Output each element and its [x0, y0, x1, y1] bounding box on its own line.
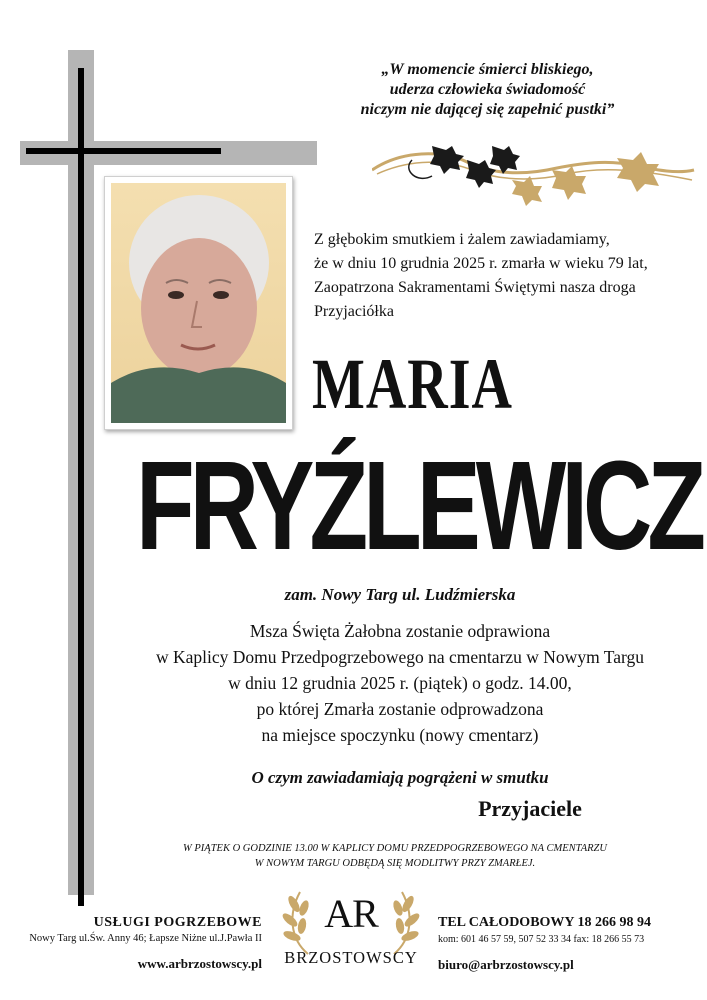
vine-ornament: [372, 140, 697, 210]
logo-mark: AR: [324, 891, 378, 936]
phone-title: TEL CAŁODOBOWY 18 266 98 94: [438, 915, 652, 930]
intro-line: Zaopatrzona Sakramentami Świętymi nasza droga: [314, 279, 636, 296]
mass-line: Msza Święta Żałobna zostanie odprawiona: [249, 621, 551, 641]
quote-line: niczym nie dającej się zapełnić pustki”: [360, 101, 615, 118]
cross-vertical: [78, 68, 84, 906]
prayer-line: W NOWYM TARGU ODBĘDĄ SIĘ MODLITWY PRZY ZMARŁEJ.: [254, 858, 536, 869]
first-name: MARIA: [312, 345, 513, 425]
intro-line: Przyjaciółka: [314, 303, 394, 320]
last-name: FRYŹLEWICZ: [136, 435, 701, 577]
quote-line: uderza człowieka świadomość: [389, 81, 586, 98]
logo-name: BRZOSTOWSCY: [284, 948, 418, 967]
portrait-photo: [104, 176, 293, 430]
funeral-mass-info: [90, 618, 707, 748]
cross-horizontal: [26, 148, 221, 154]
intro-line: że w dniu 10 grudnia 2025 r. zmarła w wieku 79 lat,: [314, 255, 648, 272]
prayer-line: W PIĄTEK O GODZINIE 13.00 W KAPLICY DOMU PRZEDPOGRZEBOWEGO NA CMENTARZU: [183, 843, 607, 854]
website-link[interactable]: www.arbrzostowscy.pl: [137, 956, 262, 971]
mass-line: w dniu 12 grudnia 2025 r. (piątek) o godz. 14.00,: [228, 673, 572, 693]
mourners-intro: O czym zawiadamiają pogrążeni w smutku: [251, 768, 549, 787]
portrait-image: [111, 183, 286, 423]
company-address: Nowy Targ ul.Św. Anny 46; Łapsze Niżne ul.J.Pawła II: [29, 933, 262, 944]
intro-line: Z głębokim smutkiem i żalem zawiadamiamy,: [314, 231, 610, 248]
footer-contact-info: [438, 915, 703, 973]
email-link[interactable]: biuro@arbrzostowscy.pl: [438, 957, 574, 972]
mass-line: po której Zmarła zostanie odprowadzona: [256, 699, 544, 719]
prayer-notice: [105, 841, 685, 871]
quote-line: „W momencie śmierci bliskiego,: [381, 61, 594, 78]
company-logo: [270, 884, 432, 1000]
mass-line: w Kaplicy Domu Przedpogrzebowego na cmentarzu w Nowym Targu: [156, 647, 644, 667]
phone-numbers: kom: 601 46 57 59, 507 52 33 34 fax: 18 266 55 73: [438, 934, 645, 945]
memorial-quote: [300, 60, 675, 120]
company-title: USŁUGI POGRZEBOWE: [93, 915, 262, 930]
residence-address: zam. Nowy Targ ul. Ludźmierska: [284, 585, 516, 604]
death-announcement: [314, 228, 694, 324]
mourners: Przyjaciele: [478, 796, 582, 821]
footer-company-info: [10, 915, 262, 972]
mass-line: na miejsce spoczynku (nowy cmentarz): [261, 725, 539, 745]
